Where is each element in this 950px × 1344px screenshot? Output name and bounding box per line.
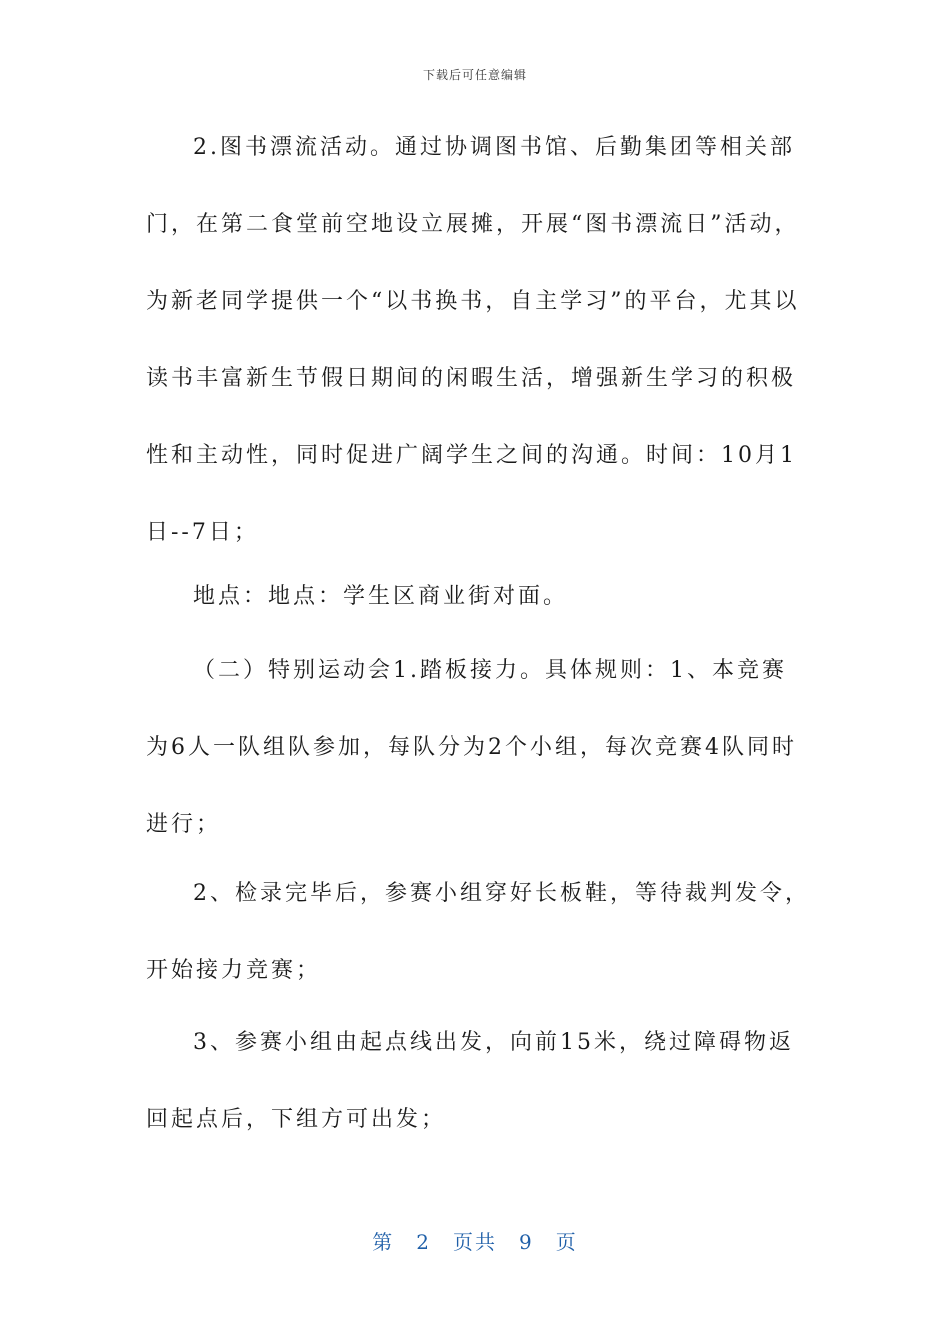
paragraph-sports-rules-1: （二）特别运动会1.踏板接力。具体规则：1、本竞赛为6人一队组队参加，每队分为2个小组，每次竞赛4队同时进行；: [146, 658, 797, 837]
page-label-suffix: 页: [555, 1230, 578, 1254]
page-label-mid: 页共: [453, 1230, 497, 1254]
paragraph-book-drift: 2.图书漂流活动。通过协调图书馆、后勤集团等相关部门，在第二食堂前空地设立展摊，开展“图书漂流日”活动，为新老同学提供一个“以书换书，自主学习”的平台，尤其以读书丰富新生节假日期间的闲暇生活，增强新生学习的积极性和主动性，同时促进广阔学生之间的沟通。时间：10月1日--7日；: [146, 135, 800, 545]
paragraph-location: 地点：地点：学生区商业街对面。: [193, 584, 569, 609]
paragraph-sports-rules-3: 3、参赛小组由起点线出发，向前15米，绕过障碍物返回起点后，下组方可出发；: [146, 1030, 794, 1132]
total-pages-number: 9: [519, 1230, 534, 1254]
page-label-prefix: 第: [372, 1230, 395, 1254]
paragraph-sports-rules-2: 2、检录完毕后，参赛小组穿好长板鞋，等待裁判发令，开始接力竞赛；: [146, 881, 810, 983]
page-number-footer: [0, 1226, 950, 1255]
current-page-number: 2: [416, 1230, 431, 1254]
page-header-note: 下载后可任意编辑: [422, 68, 527, 82]
